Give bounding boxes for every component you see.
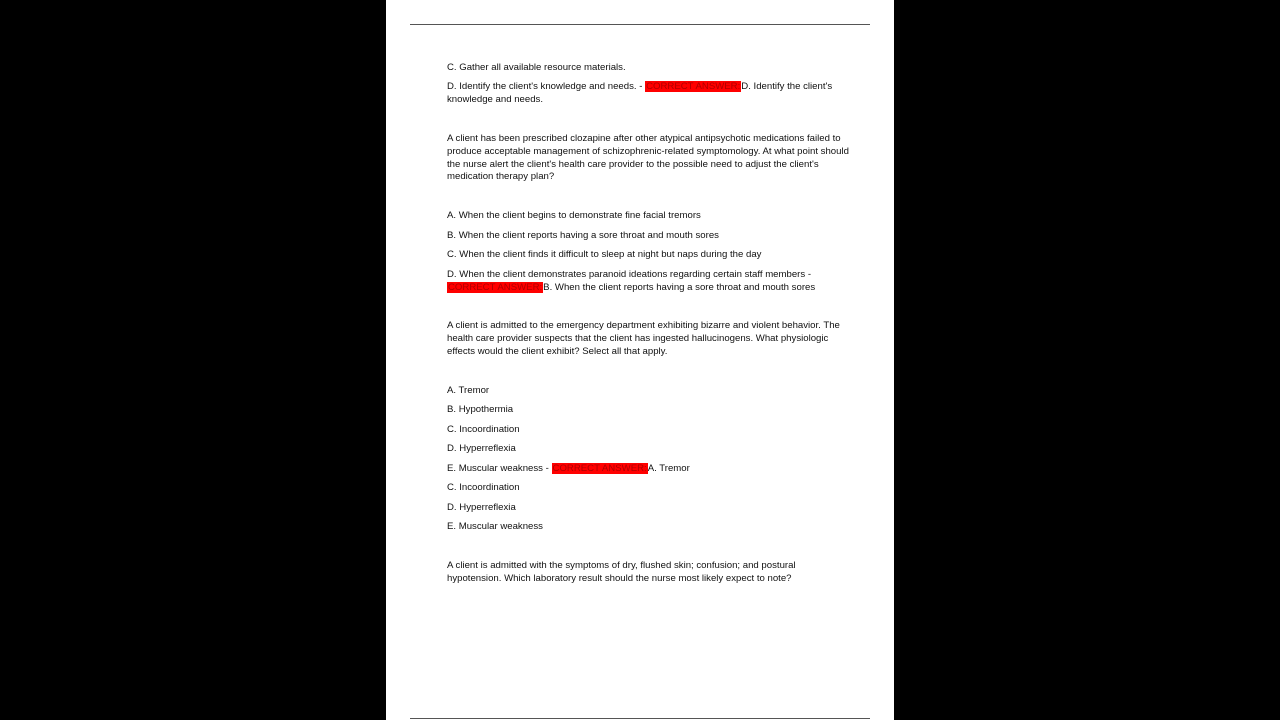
document-content <box>447 62 852 611</box>
q1-answer: D. Identify the client's knowledge and needs. <box>447 81 833 106</box>
q3-answer-4: E. Muscular weakness <box>447 521 543 533</box>
correct-answer-highlight: CORRECT ANSWER: <box>448 281 543 293</box>
correct-answer-highlight: CORRECT ANSWER: <box>646 81 741 93</box>
q4-stem: A client is admitted with the symptoms of dry, flushed skin; confusion; and postural hypotension. Which laboratory result should the nurse most likely expect to note? <box>447 559 796 584</box>
q3-option-a: A. Tremor <box>447 384 490 396</box>
q2-option-d-text: D. When the client demonstrates paranoid ideations regarding certain staff members - <box>447 268 812 280</box>
bottom-page-rule <box>410 718 870 719</box>
q1-option-d-text: D. Identify the client's knowledge and needs. - <box>447 81 646 93</box>
q2-answer: B. When the client reports having a sore throat and mouth sores <box>543 281 816 293</box>
q2-option-d <box>447 269 852 295</box>
q3-answer-2: C. Incoordination <box>447 482 520 494</box>
q3-option-e <box>447 463 852 476</box>
top-page-rule <box>410 24 870 25</box>
correct-answer-highlight: CORRECT ANSWER: <box>552 462 647 474</box>
q3-stem: A client is admitted to the emergency department exhibiting bizarre and violent behavior. The health care provider suspects that the client has ingested hallucinogens. What physiologic effects would the client exhibit? Select all that apply. <box>447 320 840 357</box>
q3-option-d: D. Hyperreflexia <box>447 443 516 455</box>
q3-answer-1: A. Tremor <box>647 462 690 474</box>
q2-option-c: C. When the client finds it difficult to sleep at night but naps during the day <box>447 249 762 261</box>
q3-option-c: C. Incoordination <box>447 423 520 435</box>
document-page <box>386 0 894 720</box>
q2-option-a: A. When the client begins to demonstrate fine facial tremors <box>447 210 701 222</box>
q3-option-b: B. Hypothermia <box>447 404 514 416</box>
q3-option-e-text: E. Muscular weakness - <box>447 462 552 474</box>
q1-option-c: C. Gather all available resource materials. <box>447 62 626 73</box>
q2-stem: A client has been prescribed clozapine after other atypical antipsychotic medications failed to produce acceptable management of schizophrenic-related symptomology. At what point should the nurse alert the client's health care provider to the possible need to adjust the client's medication therapy plan? <box>447 133 849 183</box>
q1-option-d <box>447 81 852 107</box>
q2-option-b: B. When the client reports having a sore throat and mouth sores <box>447 229 719 241</box>
q3-answer-3: D. Hyperreflexia <box>447 501 516 513</box>
